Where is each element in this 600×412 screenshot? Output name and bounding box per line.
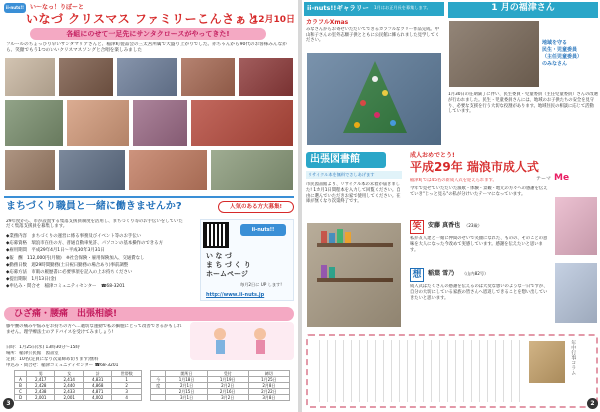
photo-young-woman-kimono xyxy=(554,196,598,256)
table-cell: D xyxy=(15,395,27,401)
column-vertical-text-area xyxy=(312,340,522,402)
table-cell: 2月15日 xyxy=(166,389,207,395)
photo-committee-members xyxy=(448,20,540,88)
table-cell: 3 xyxy=(112,389,142,395)
person1-body: 私が友人達と一緒に仲間のせいで笑顔になれた、ものの、そのことの意味を大人になった今改めて実感しています。感謝を伝えたいと思います。 xyxy=(410,236,548,253)
photo-santa-stage xyxy=(238,57,294,97)
fukutsu-title: 1 月の福津さん xyxy=(491,3,555,13)
table-cell xyxy=(151,395,166,401)
gallery-subtitle: カラフルXmas xyxy=(306,19,349,26)
homepage-logo: ii-nuts!! xyxy=(240,224,286,236)
table-header-cell: 世帯数 xyxy=(112,371,142,377)
gallery-note: 1月はお正月長を募集します。 xyxy=(374,5,431,10)
event-body: フルールのちょっぴり早いサンタマリアさんと、稲津町製品会の三太宮所属で大盛り上がりでした。赤ちゃんから90代のお客様みんながら、笑顔でもう1つのいいクリスマスソングと合唱を楽しみました xyxy=(6,42,287,53)
hiza-info xyxy=(6,345,186,369)
table-cell: 3月2日 xyxy=(207,395,248,401)
table-header-cell: 女 xyxy=(55,371,83,377)
hiza-illustration xyxy=(190,322,294,360)
recruit-row: ◆業務内容 まちづくりの運営に係る事務及びイベント等のお手伝い xyxy=(6,234,142,239)
photo-performers xyxy=(180,57,236,97)
recruit-row: ◆雇用期間 平成29年4月1日〜平成30年3月31日 xyxy=(6,248,105,254)
person1-kanji-badge: 笑 xyxy=(410,220,424,234)
recruit-row: ◆提出期限 1月13日(金) xyxy=(6,277,57,283)
table-row xyxy=(15,395,142,401)
photo-library-books xyxy=(306,222,402,328)
tree-icon xyxy=(307,53,442,146)
fukutsu-label: 地域を守る 民生・児童委員 （主任児童委員） のみなさん xyxy=(542,40,583,67)
table-cell: 2,417 xyxy=(27,377,55,383)
event-subtitle: 各組にのせて一足先にサンタクロースがやってきた! xyxy=(30,28,266,40)
table-cell: 2,433 xyxy=(55,389,83,395)
photo-crowd xyxy=(58,149,126,191)
column-label: 年中行事コラム xyxy=(570,340,577,375)
table-cell: 1月25日 xyxy=(248,377,289,383)
person2-kanji-badge: 想 xyxy=(410,268,424,282)
table-cell: 今 xyxy=(151,377,166,383)
table-cell: 4 xyxy=(112,395,142,401)
hiza-body: 膝や腰の痛みや悩みをお持ちの方へ…適切な運動で私の細胞にとって改善できるかもしれません。理学療法士のアドバイスを受けてみましょう! xyxy=(6,324,182,335)
table-cell: 2月2日 xyxy=(207,383,248,389)
table-cell: 2月1日 xyxy=(166,383,207,389)
homepage-heading xyxy=(206,252,251,279)
recruit-title: まちづくり職員と一緒に働きませんか? xyxy=(6,201,182,212)
tagline: い〜なっ！りぼーと xyxy=(30,4,85,11)
photo-audience xyxy=(116,57,178,97)
hiza-date: 日時：1月25日(水) 13時30分〜15時 xyxy=(6,345,80,350)
homepage-update: 毎月2日に UP します! xyxy=(240,282,282,287)
table-cell: B xyxy=(15,383,27,389)
library-subtitle: リサイクル本を無料でさしあげます xyxy=(306,171,402,179)
table-cell: 2 xyxy=(112,383,142,389)
photo-children-dance xyxy=(66,99,130,147)
hiza-fee: 定員：10名(定員になり次第締め切ります)無料 xyxy=(6,357,99,362)
schedule-table xyxy=(150,370,290,401)
table-header-cell: 締切 xyxy=(248,371,289,377)
photo-santa-gifts xyxy=(128,149,208,191)
person1-note: （23歳） xyxy=(464,223,482,228)
table-cell: 3月1日 xyxy=(166,395,207,401)
table-cell: 1月19日 xyxy=(207,377,248,383)
library-body: 市民図書館より、リサイクル本の未着が届きました! 1カ月1日間程本を入力して回覧ください。自由に選んでいただきお家で使用してください。在庫が無くなり次第終了です。 xyxy=(306,182,401,205)
event-title: いなづ クリスマス ファミリーこんさぁと xyxy=(26,12,260,26)
photo-santa-child xyxy=(4,149,56,191)
table-cell: 1 xyxy=(112,377,142,383)
table-cell: 2月22日 xyxy=(248,389,289,395)
photo-family xyxy=(132,99,188,147)
photo-kids-playing xyxy=(4,99,64,147)
recruit-row: ◆申込み・問合せ 稲津コミュニティセンター ☎68-3201 xyxy=(6,284,125,290)
table-cell: 4,868 xyxy=(83,383,111,389)
table-cell: 3月8日 xyxy=(248,395,289,401)
table-header-cell: 受付 xyxy=(207,371,248,377)
table-cell: A xyxy=(15,377,27,383)
table-cell: 2,438 xyxy=(27,389,55,395)
hiza-contact: 申込み・問合せ：稲津コミュニティセンター ☎68-3201 xyxy=(6,363,119,368)
fukutsu-body: 1月30日の任期満了に伴い、民生委員・児童委員（主任児童委員）さんの改選が行われました。民生・児童委員さんには、地域のお子供たちの安全を見守り、必要な支援を行う大切な役割があります。地域住民の相談に応じて活動しています。 xyxy=(448,92,598,115)
photo-child-with-flowers xyxy=(4,57,56,97)
person2-note: （山内82号） xyxy=(462,271,489,276)
population-table xyxy=(14,370,142,401)
table-cell: 2月16日 xyxy=(207,389,248,395)
table-cell: 4,831 xyxy=(83,377,111,383)
homepage-url[interactable]: http://www.ii-nuts.jp xyxy=(206,292,265,298)
table-cell: C xyxy=(15,389,27,395)
photo-choir xyxy=(190,99,294,147)
seijin-theme-label: テーマ xyxy=(536,176,552,182)
recruit-row: ◆応募方法 市販の履歴書に必要事項を記入の上お持ちください xyxy=(6,270,133,276)
person2-name: 稲葉 雪乃 xyxy=(428,270,455,277)
photo-young-man-suit xyxy=(554,262,598,324)
table-cell: 2,414 xyxy=(55,377,83,383)
table-cell: 1月18日 xyxy=(166,377,207,383)
left-page xyxy=(0,0,298,412)
photo-santa-group xyxy=(58,57,114,97)
recruit-badge: 人気のある方大募集! xyxy=(218,201,294,213)
recruit-intro: 29年度から、市が設置する集落支援員制度を活用し、まちづくり等のお手伝いをしていただく集落支援員を募集します。 xyxy=(6,219,183,229)
homepage-line: い な づ xyxy=(206,252,232,260)
page-number: 3 xyxy=(3,398,14,409)
photo-christmas-tree xyxy=(306,52,442,146)
qr-code-icon[interactable] xyxy=(203,222,229,248)
table-cell: 2,440 xyxy=(55,383,83,389)
right-page xyxy=(302,0,600,412)
photo-group-smile xyxy=(210,149,294,191)
table-cell: 4,871 xyxy=(83,389,111,395)
table-cell: 4,002 xyxy=(83,395,111,401)
table-cell: 2,001 xyxy=(27,395,55,401)
seijin-pretitle: 成人おめでとう! xyxy=(410,152,455,159)
seijin-subtitle: 稲津町では45名の新成人式を迎えられます。 xyxy=(410,178,497,183)
seijin-body: 今年で見せていただいた演歌・体験・景観・地元の方々への感謝を伝えていき"じっと見る"の私が分けいたテーマになっています。 xyxy=(410,186,548,197)
seijin-theme: Me xyxy=(554,173,570,183)
table-cell: 2月8日 xyxy=(248,383,289,389)
bookshelf-icon xyxy=(307,223,402,328)
recruit-details xyxy=(6,233,196,291)
table-row xyxy=(151,395,290,401)
table-header-cell: 計 xyxy=(83,371,111,377)
recruit-row: ◆報 酬 112,000円(月額) ※社会保険・雇用保険加入、交通費なし xyxy=(6,255,145,261)
hiza-place: 場所：稲津公民館 図書室 xyxy=(6,351,59,356)
gallery-title: ii-nuts!!ギャラリー xyxy=(307,4,369,12)
seijin-title: 平成29年 瑞浪市成人式 xyxy=(410,160,539,174)
table-header-cell: 開所日 xyxy=(166,371,207,377)
table-header-cell: 男 xyxy=(27,371,55,377)
hiza-title: ひざ痛・腰痛 出張相談! xyxy=(14,309,118,319)
recruit-row: ◆勤務日数 週29時間勤務(土日祝日勤務の場合あり)事前調整 xyxy=(6,262,129,268)
photo-column-illustration xyxy=(528,340,566,384)
table-cell: 2,001 xyxy=(55,395,83,401)
homepage-line: ま ち づ く り xyxy=(206,261,251,269)
page-number: 2 xyxy=(587,398,598,409)
person2-body: 成人式はたくさんの感謝を伝えるのは大変な想いのような一日ですが、自分の大切にしている家族の皆さんへ恩返しできることを想い出していきたいと思います。 xyxy=(410,284,548,301)
person1-name: 安藤 真香也 xyxy=(428,222,461,229)
gallery-body: みなさんからお寄せいただいてできるカラフルなツリー作品完成。中山和子さんの室外志願子供とともに公民館に飾られました見学してください。 xyxy=(306,27,440,44)
library-title: 出張図書館 xyxy=(310,154,360,165)
homepage-line: ホームページ xyxy=(206,270,248,278)
knee-pain-icon xyxy=(190,322,294,360)
newsletter-logo: ii-nuts!! xyxy=(4,3,26,13)
table-cell: 2,428 xyxy=(27,383,55,389)
recruit-row: ◆応募資格 瑞浪市在住の方、普通自動車免許、パソコンの基本操作のできる方 xyxy=(6,241,163,247)
event-date: 12月10日 xyxy=(252,15,296,25)
table-cell: 度 xyxy=(151,383,166,389)
